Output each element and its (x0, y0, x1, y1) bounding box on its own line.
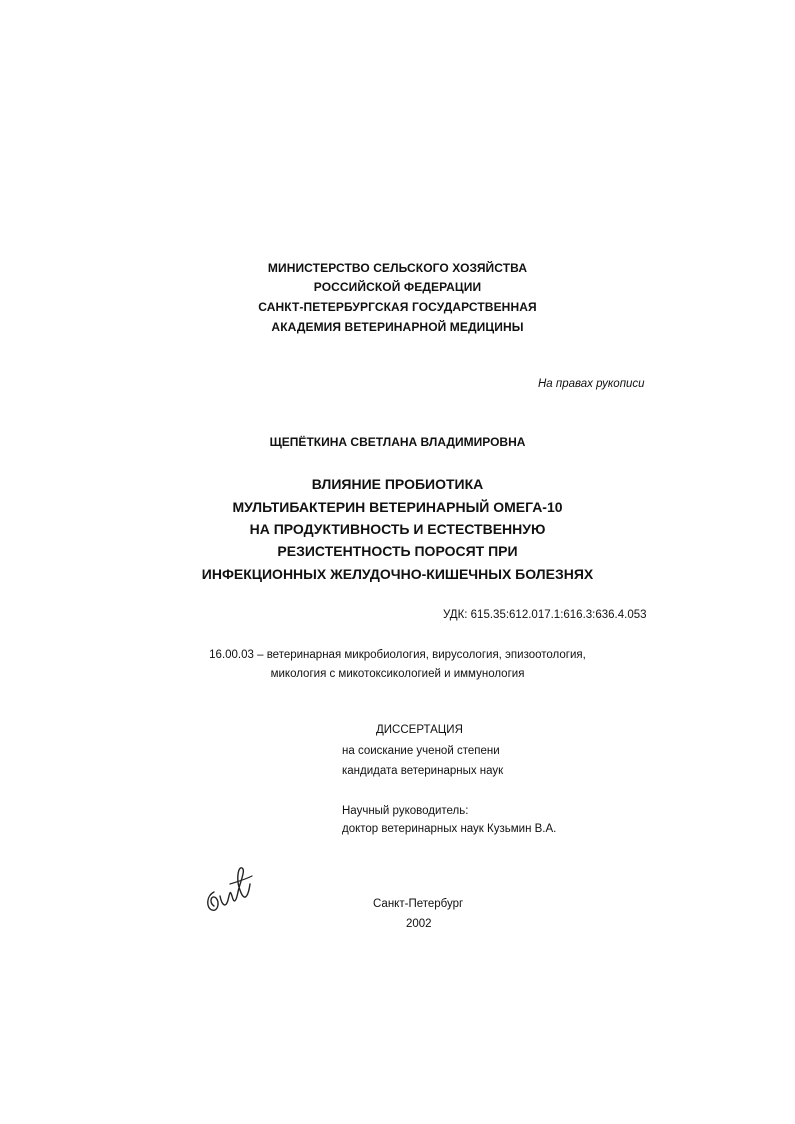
ministry-line-2: РОССИЙСКОЙ ФЕДЕРАЦИИ (313, 280, 482, 294)
supervisor-name: доктор ветеринарных наук Кузьмин В.А. (342, 823, 557, 835)
specialty-line-1: 16.00.03 – ветеринарная микробиология, вирусология, эпизоотология, (209, 649, 586, 661)
title-line-4: РЕЗИСТЕНТНОСТЬ ПОРОСЯТ ПРИ (277, 543, 518, 559)
ministry-line-1: МИНИСТЕРСТВО СЕЛЬСКОГО ХОЗЯЙСТВА (267, 261, 528, 275)
manuscript-note: На правах рукописи (538, 378, 645, 390)
dissertation-purpose-line-2: кандидата ветеринарных наук (342, 765, 504, 777)
dissertation-purpose-line-1: на соискание ученой степени (342, 745, 500, 757)
supervisor-label: Научный руководитель: (342, 805, 469, 817)
year: 2002 (406, 918, 432, 930)
ministry-line-4: АКАДЕМИЯ ВЕТЕРИНАРНОЙ МЕДИЦИНЫ (271, 320, 524, 334)
author-name: ЩЕПЁТКИНА СВЕТЛАНА ВЛАДИМИРОВНА (269, 435, 526, 449)
handwritten-signature (200, 862, 258, 922)
title-line-2: МУЛЬТИБАКТЕРИН ВЕТЕРИНАРНЫЙ ОМЕГА-10 (232, 499, 563, 515)
specialty-line-2: микология с микотоксикологией и иммунология (270, 668, 525, 680)
city: Санкт-Петербург (373, 898, 464, 910)
udk-code: УДК: 615.35:612.017.1:616.3:636.4.053 (443, 609, 647, 621)
title-line-5: ИНФЕКЦИОННЫХ ЖЕЛУДОЧНО-КИШЕЧНЫХ БОЛЕЗНЯХ (201, 566, 594, 582)
dissertation-label: ДИССЕРТАЦИЯ (376, 724, 463, 736)
title-line-1: ВЛИЯНИЕ ПРОБИОТИКА (311, 476, 484, 492)
title-line-3: НА ПРОДУКТИВНОСТЬ И ЕСТЕСТВЕННУЮ (249, 521, 546, 537)
ministry-line-3: САНКТ-ПЕТЕРБУРГСКАЯ ГОСУДАРСТВЕННАЯ (258, 300, 537, 314)
